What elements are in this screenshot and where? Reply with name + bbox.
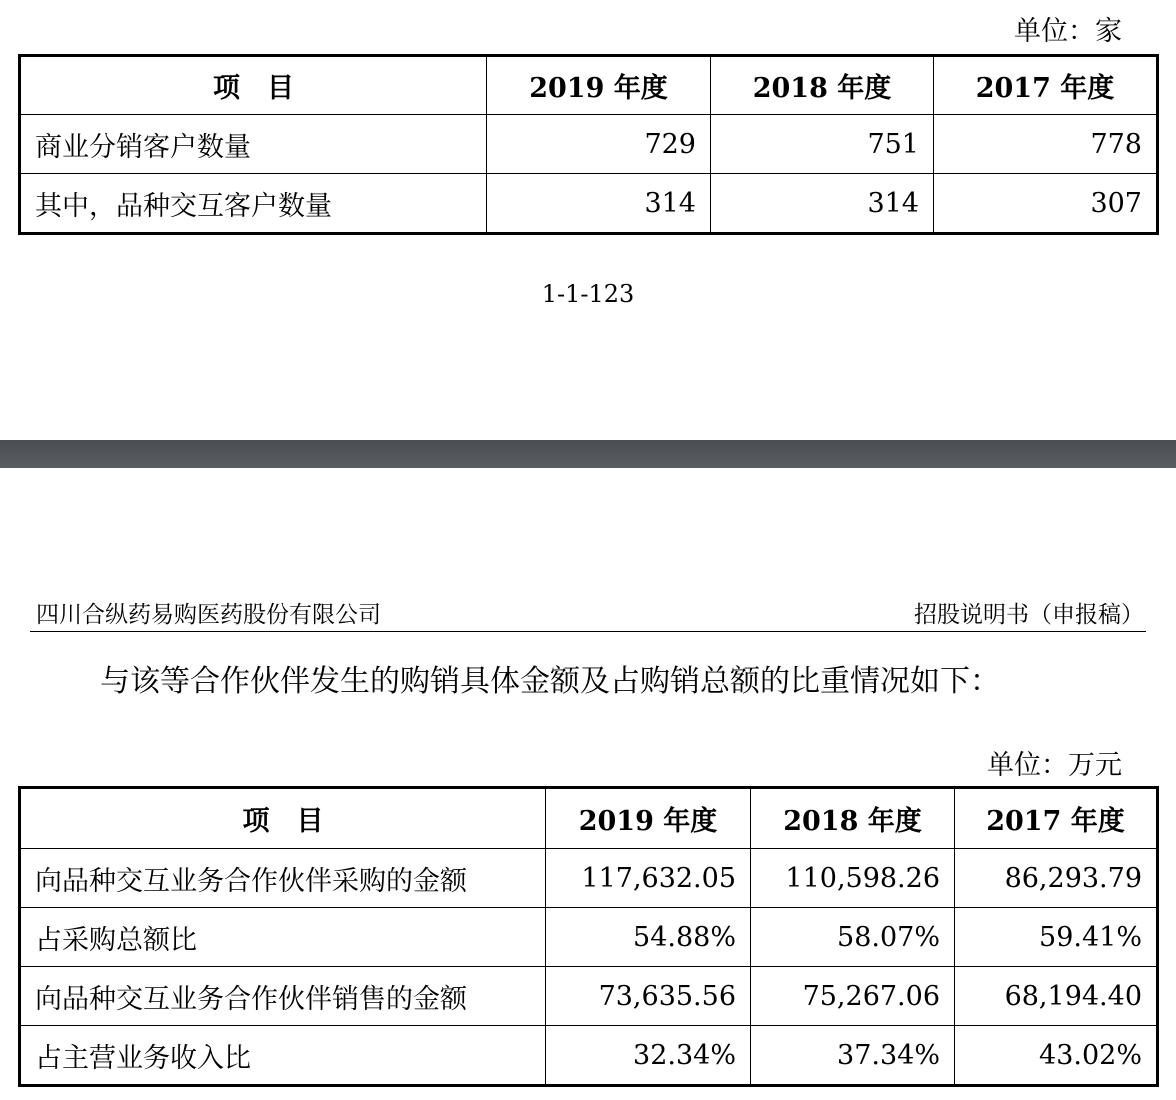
value-cell: 110,598.26 [751,849,955,908]
value-cell: 751 [711,115,934,174]
page-divider [0,440,1176,468]
row-label: 占主营业务收入比 [21,1026,546,1085]
value-cell: 86,293.79 [955,849,1157,908]
row-label: 商业分销客户数量 [21,115,487,174]
header-doc-title: 招股说明书（申报稿） [914,602,1144,628]
value-cell: 314 [711,174,934,233]
header-cell: 2018 年度 [751,789,955,849]
table-header-row [21,57,1157,115]
header-cell: 2017 年度 [934,57,1157,115]
table-row [21,174,1157,233]
table-row [21,908,1157,967]
intro-paragraph: 与该等合作伙伴发生的购销具体金额及占购销总额的比重情况如下： [100,664,1000,699]
value-cell: 307 [934,174,1157,233]
row-label: 占采购总额比 [21,908,546,967]
header-cell: 2018 年度 [711,57,934,115]
value-cell: 778 [934,115,1157,174]
value-cell: 37.34% [751,1026,955,1085]
value-cell: 58.07% [751,908,955,967]
value-cell: 729 [487,115,711,174]
transaction-amount-table [20,788,1157,1085]
header-cell: 项 目 [21,57,487,115]
header-cell: 2019 年度 [546,789,751,849]
customer-count-table [20,56,1157,233]
header-rule [30,631,1146,632]
value-cell: 32.34% [546,1026,751,1085]
table-header-row [21,789,1157,849]
table-row [21,115,1157,174]
unit-label: 单位：万元 [987,750,1122,781]
header-company: 四川合纵药易购医药股份有限公司 [36,602,381,628]
value-cell: 73,635.56 [546,967,751,1026]
table-row [21,967,1157,1026]
unit-label: 单位：家 [1014,16,1122,47]
value-cell: 314 [487,174,711,233]
value-cell: 43.02% [955,1026,1157,1085]
page-number: 1-1-123 [541,280,635,308]
table-row [21,849,1157,908]
value-cell: 117,632.05 [546,849,751,908]
header-cell: 项 目 [21,789,546,849]
value-cell: 59.41% [955,908,1157,967]
table-row [21,1026,1157,1085]
value-cell: 68,194.40 [955,967,1157,1026]
row-label: 向品种交互业务合作伙伴采购的金额 [21,849,546,908]
value-cell: 75,267.06 [751,967,955,1026]
row-label: 向品种交互业务合作伙伴销售的金额 [21,967,546,1026]
header-cell: 2017 年度 [955,789,1157,849]
header-cell: 2019 年度 [487,57,711,115]
row-label: 其中，品种交互客户数量 [21,174,487,233]
value-cell: 54.88% [546,908,751,967]
